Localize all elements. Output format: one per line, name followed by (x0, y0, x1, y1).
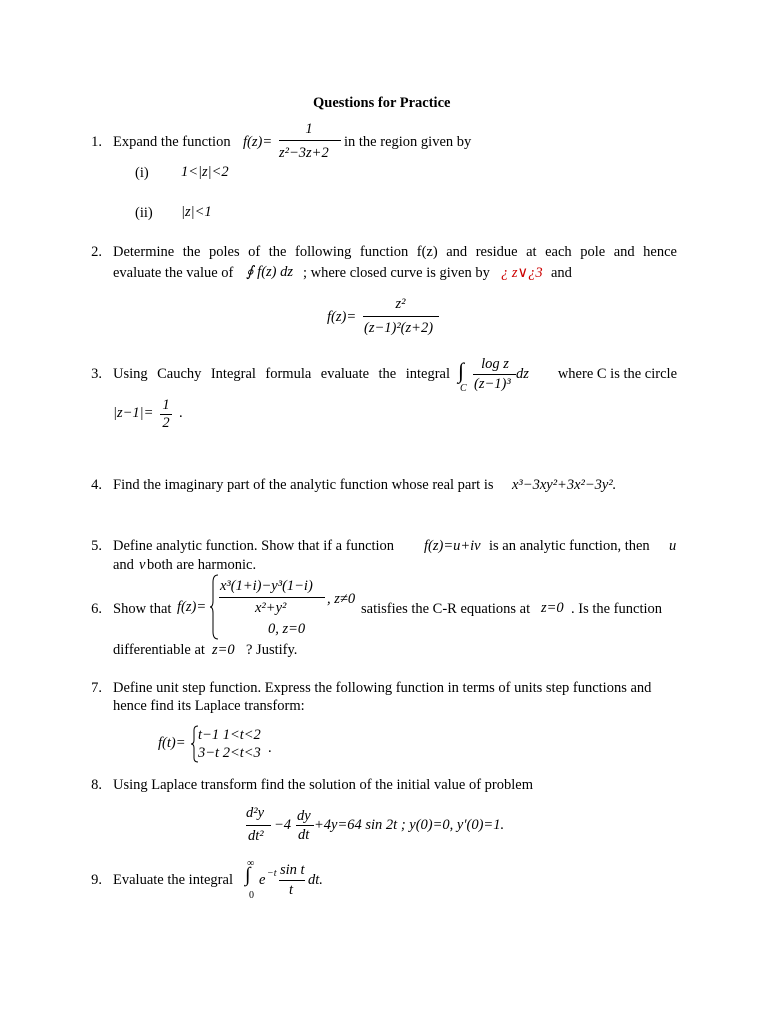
case-first: t−1 1<t<2 (198, 727, 261, 743)
question-number: 8. (91, 777, 102, 793)
fraction-numerator: dy (297, 808, 311, 824)
question-text: Determine the poles of the following function f(z) and residue at each pole and hence (113, 244, 677, 260)
question-text: hence find its Laplace transform: (113, 698, 305, 714)
integral-lower: 0 (249, 890, 254, 901)
question-text: ? Justify. (246, 642, 298, 658)
fraction-bar (279, 140, 341, 141)
math-circle: |z−1|= (113, 405, 154, 421)
question-number: 9. (91, 872, 102, 888)
fraction-denominator: (z−1)²(z+2) (364, 320, 434, 336)
question-text: and (551, 265, 572, 281)
question-text: Define unit step function. Express the following function in terms of units step functions and (113, 680, 652, 696)
question-text: where C is the circle (557, 366, 677, 382)
math-function: f(z)= (243, 134, 273, 150)
fraction-bar (363, 316, 439, 317)
case-denominator: x²+y² (255, 600, 287, 616)
case-condition: , z≠0 (327, 591, 356, 607)
math-point: z=0 (212, 642, 235, 658)
question-text: Show that (113, 601, 172, 617)
math-exp-sup: −t (267, 868, 277, 879)
question-text: is an analytic function, then (489, 538, 650, 554)
fraction-bar (473, 374, 516, 375)
question-number: 5. (91, 538, 102, 554)
fraction-bar (279, 880, 305, 881)
math-expression: x³−3xy²+3x²−3y². (512, 477, 617, 493)
period: . (268, 740, 272, 756)
question-text: and (113, 557, 134, 573)
question-text: Using Cauchy Integral formula evaluate the integral (113, 366, 450, 382)
fraction-denominator: dt² (248, 828, 264, 844)
fraction-bar (296, 825, 314, 826)
math-variable: v (139, 557, 146, 573)
fraction-denominator: z²−3z+2 (279, 145, 329, 161)
question-number: 4. (91, 477, 102, 493)
question-text: evaluate the value of (113, 265, 234, 281)
fraction-bar (219, 597, 325, 598)
integral-sign: ∫ (245, 864, 251, 886)
math-function: f(t)= (158, 735, 186, 751)
question-number: 1. (91, 134, 102, 150)
integral-subscript: C (460, 383, 467, 394)
question-text: Evaluate the integral (113, 872, 233, 888)
question-number: 7. (91, 680, 102, 696)
fraction-numerator: d²y (246, 805, 265, 821)
question-text: Find the imaginary part of the analytic function whose real part is (113, 477, 494, 493)
math-term: −4 (274, 817, 292, 833)
math-integral: ∮ f(z) dz (246, 264, 294, 280)
fraction-denominator: dt (298, 827, 310, 843)
garbled-math: ¿ z∨¿3 (501, 265, 543, 281)
page-title: Questions for Practice (313, 95, 451, 111)
math-function: f(z)=u+iv (424, 538, 481, 554)
question-text: in the region given by (344, 134, 472, 150)
fraction-bar (246, 825, 271, 826)
fraction-numerator: sin t (280, 862, 305, 878)
question-text: Using Laplace transform find the solution of the initial value of problem (113, 777, 533, 793)
case-second: 0, z=0 (268, 621, 306, 637)
period: . (179, 405, 183, 421)
fraction-numerator: 1 (305, 121, 313, 137)
math-function: f(z)= (177, 599, 207, 615)
fraction-denominator: (z−1)³ (474, 376, 511, 392)
question-text: . Is the function (571, 601, 663, 617)
case-second: 3−t 2<t<3 (198, 745, 261, 761)
fraction-numerator: 1 (162, 397, 170, 413)
integral-upper: ∞ (247, 858, 255, 869)
math-equation: +4y=64 sin 2t ; y(0)=0, y′(0)=1. (314, 817, 505, 833)
math-tail: dt. (308, 872, 323, 888)
math-point: z=0 (541, 600, 564, 616)
fraction-denominator: t (289, 882, 294, 898)
question-number: 2. (91, 244, 102, 260)
left-brace-icon (210, 574, 220, 640)
question-text: both are harmonic. (147, 557, 257, 573)
fraction-numerator: z² (395, 296, 406, 312)
integral-sign: ∫ (458, 358, 465, 383)
math-region: |z|<1 (181, 204, 212, 220)
math-region: 1<|z|<2 (181, 164, 229, 180)
math-function: f(z)= (327, 309, 357, 325)
question-text: Define analytic function. Show that if a function (113, 538, 395, 554)
question-text: differentiable at (113, 642, 205, 658)
question-number: 3. (91, 366, 102, 382)
part-label: (ii) (135, 205, 153, 221)
case-numerator: x³(1+i)−y³(1−i) (220, 578, 313, 594)
fraction-denominator: 2 (162, 415, 170, 431)
fraction-numerator: log z (481, 356, 509, 372)
question-text: satisfies the C-R equations at (361, 601, 531, 617)
math-dz: dz (516, 366, 529, 382)
question-text: ; where closed curve is given by (303, 265, 490, 281)
question-number: 6. (91, 601, 102, 617)
math-exp: e (259, 872, 266, 888)
part-label: (i) (135, 165, 149, 181)
question-text: Expand the function (113, 134, 231, 150)
math-variable: u (669, 538, 677, 554)
